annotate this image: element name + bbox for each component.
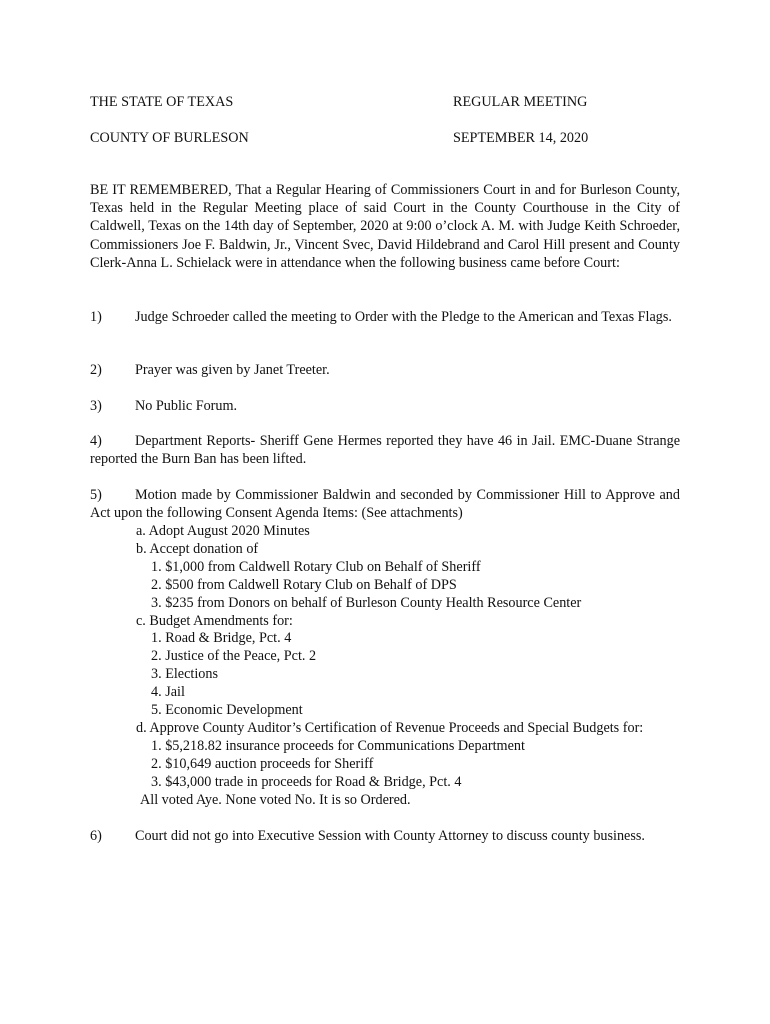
item-text: Prayer was given by Janet Treeter. — [135, 362, 330, 378]
donation-item: 3. $235 from Donors on behalf of Burleson County Health Resource Center — [151, 595, 582, 611]
item-text: No Public Forum. — [135, 398, 238, 414]
vote-result: All voted Aye. None voted No. It is so Ordered. — [140, 792, 411, 808]
consent-item-b: b. Accept donation of — [136, 541, 259, 557]
agenda-item-6 — [90, 827, 680, 845]
consent-item-c: c. Budget Amendments for: — [136, 613, 293, 629]
revenue-proceeds-item: 3. $43,000 trade in proceeds for Road & Bridge, Pct. 4 — [151, 774, 462, 790]
intro-paragraph: BE IT REMEMBERED, That a Regular Hearing of Commissioners Court in and for Burleson County, Texas held in the Regular Meeting place of said Court in the County Courthouse in the City of Caldwell, Texas on the 14th day of September, 2020 at 9:00 o’clock A. M. with Judge Keith Schroeder, Commissioners Joe F. Baldwin, Jr., Vincent Svec, David Hildebrand and Carol Hill present and County Clerk-Anna L. Schielack were in attendance when the following business came before Court: — [90, 182, 680, 271]
item-number: 2) — [90, 362, 102, 378]
county-heading: COUNTY OF BURLESON — [90, 130, 249, 146]
item-text: Motion made by Commissioner Baldwin and seconded by Commissioner Hill to Approve and Act upon the following Consent Agenda Items: (See attachments) — [90, 487, 680, 522]
item-number: 6) — [90, 828, 102, 844]
meeting-date-heading: SEPTEMBER 14, 2020 — [453, 130, 589, 146]
item-text: Judge Schroeder called the meeting to Order with the Pledge to the American and Texas Flags. — [135, 309, 672, 325]
agenda-item-3 — [90, 397, 680, 415]
donation-item: 2. $500 from Caldwell Rotary Club on Behalf of DPS — [151, 577, 457, 593]
item-number: 5) — [90, 487, 102, 503]
budget-amendment-item: 2. Justice of the Peace, Pct. 2 — [151, 648, 317, 664]
item-number: 4) — [90, 433, 102, 449]
budget-amendment-item: 4. Jail — [151, 684, 185, 700]
revenue-proceeds-item: 2. $10,649 auction proceeds for Sheriff — [151, 756, 374, 772]
item-text: Court did not go into Executive Session with County Attorney to discuss county business. — [135, 828, 645, 844]
revenue-proceeds-item: 1. $5,218.82 insurance proceeds for Communications Department — [151, 738, 525, 754]
consent-item-a: a. Adopt August 2020 Minutes — [136, 523, 310, 539]
budget-amendment-item: 1. Road & Bridge, Pct. 4 — [151, 630, 292, 646]
meeting-type-heading: REGULAR MEETING — [453, 94, 588, 110]
item-number: 1) — [90, 309, 102, 325]
item-text: Department Reports- Sheriff Gene Hermes reported they have 46 in Jail. EMC-Duane Strange reported the Burn Ban has been lifted. — [90, 433, 680, 468]
agenda-item-5 — [90, 486, 680, 522]
agenda-item-2 — [90, 361, 680, 379]
donation-item: 1. $1,000 from Caldwell Rotary Club on Behalf of Sheriff — [151, 559, 481, 575]
consent-item-d: d. Approve County Auditor’s Certification of Revenue Proceeds and Special Budgets for: — [136, 720, 644, 736]
agenda-item-1 — [90, 308, 680, 326]
state-heading: THE STATE OF TEXAS — [90, 94, 234, 110]
item-number: 3) — [90, 398, 102, 414]
budget-amendment-item: 3. Elections — [151, 666, 218, 682]
budget-amendment-item: 5. Economic Development — [151, 702, 303, 718]
agenda-item-4 — [90, 432, 680, 468]
